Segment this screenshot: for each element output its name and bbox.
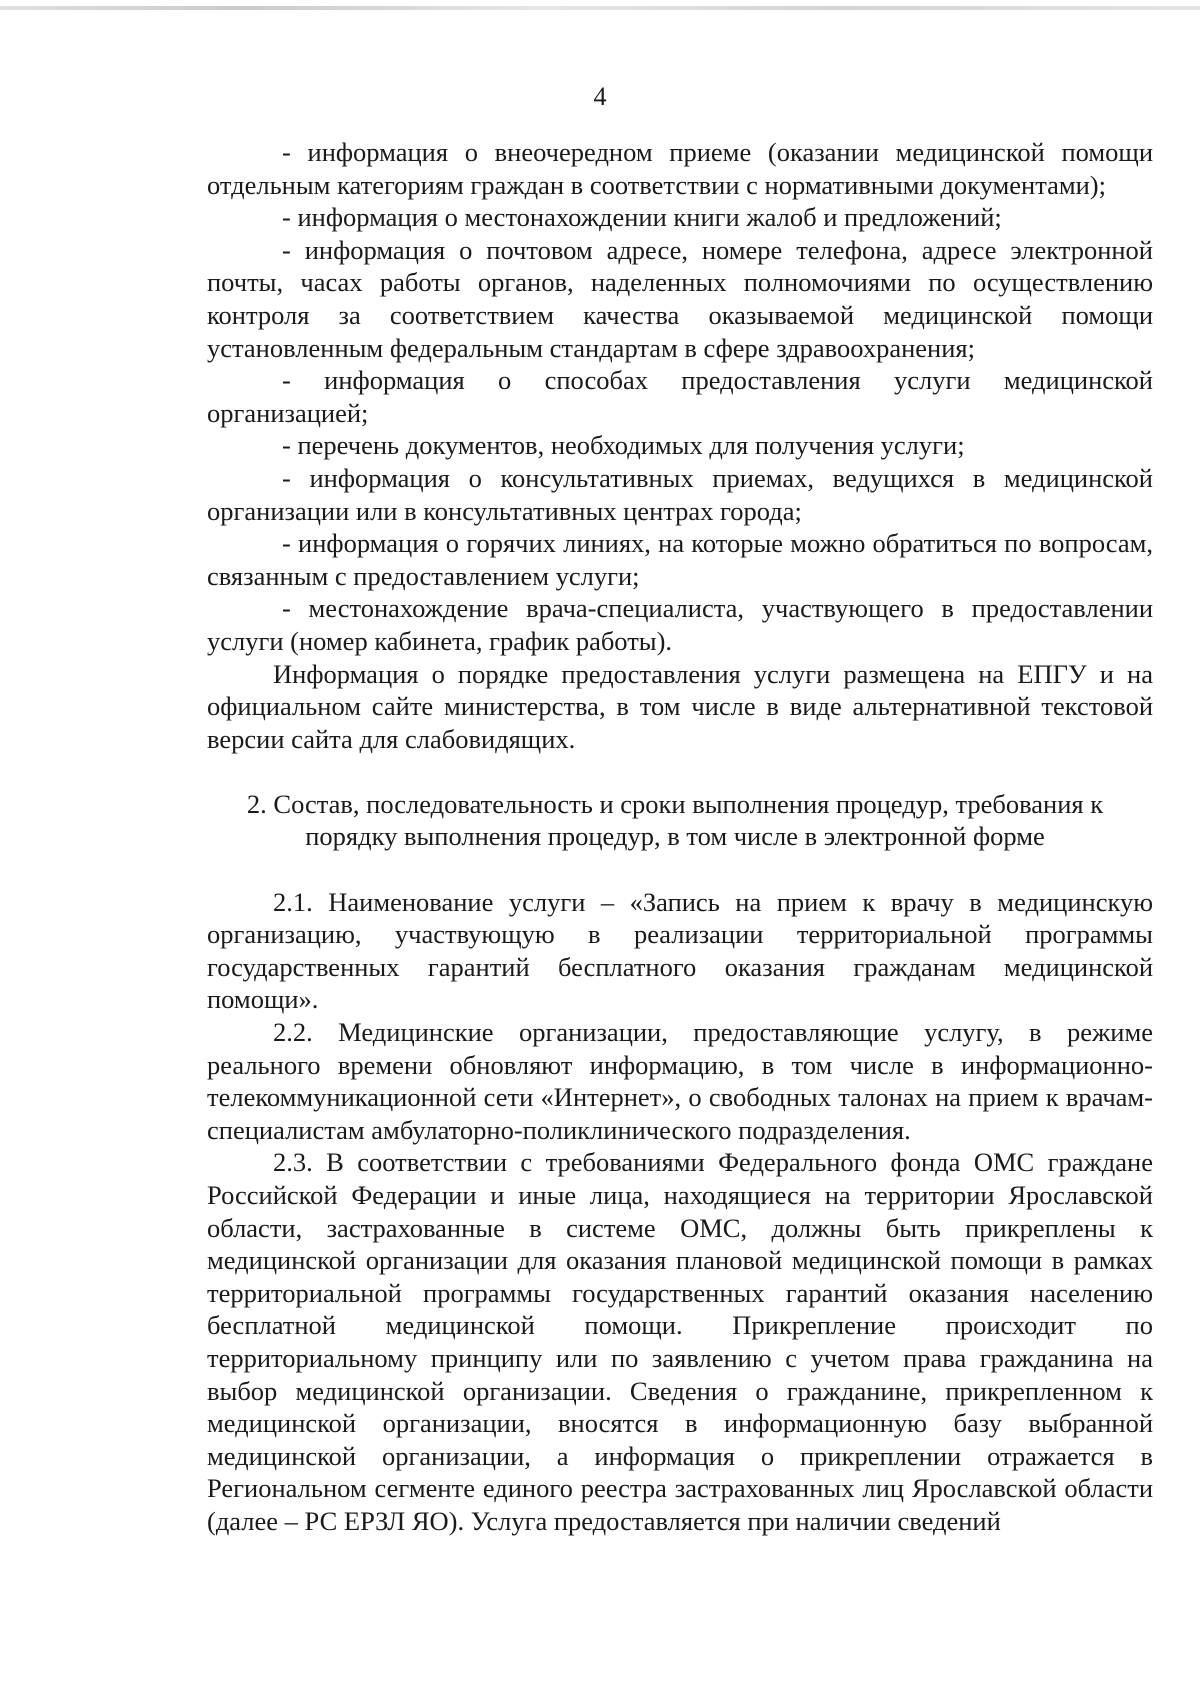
scan-edge [0,6,1200,10]
paragraph-control-bodies-contacts: - информация о почтовом адресе, номере телефона, адресе электронной почты, часах работы органов, наделенных полномочиями по осуществлению контроля за соответствием качества оказываемой медицинской помощи установленным федеральным стандартам в сфере здравоохранения; [207,234,1153,363]
paragraph-complaints-book: - информация о местонахождении книги жалоб и предложений; [282,202,1002,233]
paragraph-info-publication: Информация о порядке предоставления услуги размещена на ЕПГУ и на официальном сайте министерства, в том числе в виде альтернативной текстовой версии сайта для слабовидящих. [207,658,1153,754]
paragraph-specialist-location: - местонахождение врача-специалиста, участвующего в предоставлении услуги (номер кабинета, график работы). [207,593,1153,656]
paragraph-2-2: 2.2. Медицинские организации, предоставляющие услугу, в режиме реального времени обновляют информацию, в том числе в информационно-телекоммуникационной сети «Интернет», о свободных талонах на прием к врачам-специалистам амбулаторно-поликлинического подразделения. [207,1017,1153,1145]
paragraph-2-3: 2.3. В соответствии с требованиями Федерального фонда ОМС граждане Российской Федерации и иные лица, находящиеся на территории Ярославской области, застрахованные в системе ОМС, должны быть прикреплены к медицинской организации для оказания плановой медицинской помощи в рамках территориальной программы государственных гарантий оказания населению бесплатной медицинской помощи. Прикрепление происходит по территориальному принципу или по заявлению с учетом права гражданина на выбор медицинской организации. Сведения о гражданине, прикрепленном к медицинской организации, вносятся в информационную базу выбранной медицинской организации, а информация о прикреплении отражается в Региональном сегменте единого реестра застрахованных лиц Ярославской области (далее – РС ЕРЗЛ ЯО). Услуга предоставляется при наличии сведений [207,1147,1153,1536]
page-number: 4 [593,82,607,111]
document-body [207,136,1153,1538]
paragraph-extraordinary-reception: - информация о внеочередном приеме (оказании медицинской помощи отдельным категориям граждан в соответствии с нормативными документами); [207,137,1153,200]
paragraph-hotlines: - информация о горячих линиях, на которые можно обратиться по вопросам, связанным с предоставлением услуги; [207,528,1153,591]
spacer [207,755,1153,788]
paragraph-service-methods: - информация о способах предоставления услуги медицинской организацией; [207,365,1153,428]
paragraph-2-1: 2.1. Наименование услуги – «Запись на прием к врачу в медицинскую организацию, участвующую в реализации территориальной программы государственных гарантий бесплатного оказания гражданам медицинской помощи». [207,886,1153,1015]
paragraph-consultations: - информация о консультативных приемах, ведущихся в медицинской организации или в консультативных центрах города; [207,462,1153,526]
paragraph-documents-list: - перечень документов, необходимых для получения услуги; [282,430,965,461]
section-heading: 2. Состав, последовательность и сроки выполнения процедур, требования к порядку выполнения процедур, в том числе в электронной форме [246,788,1104,852]
spacer [207,853,1153,886]
